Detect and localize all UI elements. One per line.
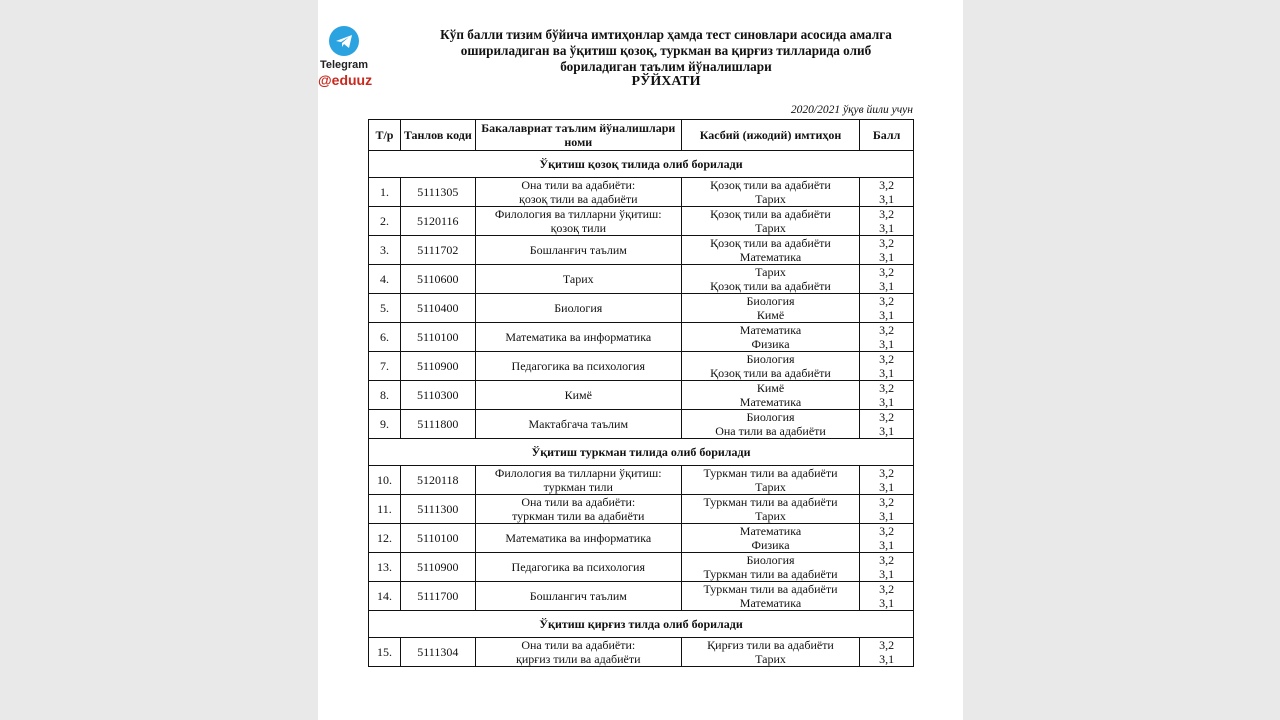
row-score xyxy=(860,381,914,410)
row-exam-line: Туркман тили ва адабиёти xyxy=(703,567,838,581)
header-code: Танлов коди xyxy=(400,120,475,151)
row-number: 14. xyxy=(369,582,401,611)
row-score-line: 3,2 xyxy=(879,524,895,538)
header-exam: Касбий (ижодий) имтиҳон xyxy=(681,120,859,151)
row-code: 5110300 xyxy=(400,381,475,410)
row-score-line: 3,1 xyxy=(879,221,895,235)
row-code: 5111304 xyxy=(400,638,475,667)
row-exam-line: Она тили ва адабиёти xyxy=(715,424,826,438)
row-number: 13. xyxy=(369,553,401,582)
row-code: 5111300 xyxy=(400,495,475,524)
row-score-line: 3,1 xyxy=(879,424,895,438)
title-line: ошириладиган ва ўқитиш қозоқ, туркман ва қирғиз тилларида олиб xyxy=(460,42,872,58)
row-exam-line: Кимё xyxy=(756,308,785,322)
table-row xyxy=(369,207,914,236)
row-score xyxy=(860,207,914,236)
row-score-line: 3,1 xyxy=(879,567,895,581)
row-number: 3. xyxy=(369,236,401,265)
row-score xyxy=(860,466,914,495)
row-name-line: Кимё xyxy=(564,388,592,402)
row-name-line: туркман тили xyxy=(543,480,613,494)
row-exam-line: Қозоқ тили ва адабиёти xyxy=(710,366,831,380)
row-name xyxy=(475,381,681,410)
row-name-line: Математика ва информатика xyxy=(505,330,652,344)
table-row xyxy=(369,582,914,611)
row-score-line: 3,1 xyxy=(879,596,895,610)
row-exam-line: Туркман тили ва адабиёти xyxy=(703,466,838,480)
row-code: 5111700 xyxy=(400,582,475,611)
row-score-line: 3,1 xyxy=(879,337,895,351)
row-name-line: Филология ва тилларни ўқитиш: xyxy=(494,207,662,221)
row-exam-line: Биология xyxy=(746,410,795,424)
row-score-line: 3,1 xyxy=(879,395,895,409)
row-score-line: 3,2 xyxy=(879,553,895,567)
row-name xyxy=(475,294,681,323)
row-exam xyxy=(681,582,859,611)
row-name-line: Она тили ва адабиёти: xyxy=(521,638,636,652)
row-code: 5110600 xyxy=(400,265,475,294)
row-code: 5111702 xyxy=(400,236,475,265)
year-note: 2020/2021 ўқув йили учун xyxy=(790,104,913,116)
row-score-line: 3,1 xyxy=(879,279,895,293)
table-row xyxy=(369,236,914,265)
row-score-line: 3,2 xyxy=(879,381,895,395)
row-exam-line: Математика xyxy=(739,395,802,409)
row-score-line: 3,1 xyxy=(879,308,895,322)
table-row xyxy=(369,495,914,524)
row-exam xyxy=(681,236,859,265)
row-exam-line: Қирғиз тили ва адабиёти xyxy=(707,638,834,652)
row-name xyxy=(475,265,681,294)
row-exam-line: Математика xyxy=(739,596,802,610)
directions-table xyxy=(368,119,914,667)
brand-name: Telegram xyxy=(319,59,369,71)
telegram-logo[interactable] xyxy=(318,26,373,89)
row-exam xyxy=(681,553,859,582)
row-number: 8. xyxy=(369,381,401,410)
row-exam-line: Қозоқ тили ва адабиёти xyxy=(710,178,831,192)
row-name-line: Мактабгача таълим xyxy=(528,417,629,431)
row-score xyxy=(860,265,914,294)
row-exam xyxy=(681,178,859,207)
row-number: 11. xyxy=(369,495,401,524)
section-row xyxy=(369,439,914,466)
row-name-line: қозоқ тили xyxy=(550,221,606,235)
row-score xyxy=(860,294,914,323)
row-score-line: 3,2 xyxy=(879,352,895,366)
row-code: 5111305 xyxy=(400,178,475,207)
table-row xyxy=(369,265,914,294)
row-exam-line: Тарих xyxy=(755,221,786,235)
row-name xyxy=(475,524,681,553)
row-name-line: қирғиз тили ва адабиёти xyxy=(516,652,641,666)
row-exam-line: Биология xyxy=(746,352,795,366)
row-score-line: 3,2 xyxy=(879,323,895,337)
row-code: 5120116 xyxy=(400,207,475,236)
row-exam-line: Тарих xyxy=(755,652,786,666)
section-title: Ўқитиш туркман тилида олиб борилади xyxy=(369,439,914,466)
row-exam-line: Туркман тили ва адабиёти xyxy=(703,495,838,509)
row-score-line: 3,2 xyxy=(879,178,895,192)
table-row xyxy=(369,294,914,323)
row-name xyxy=(475,178,681,207)
row-number: 5. xyxy=(369,294,401,323)
row-code: 5110100 xyxy=(400,323,475,352)
row-name xyxy=(475,638,681,667)
row-number: 10. xyxy=(369,466,401,495)
row-name xyxy=(475,352,681,381)
row-name-line: Она тили ва адабиёти: xyxy=(521,495,636,509)
row-exam xyxy=(681,381,859,410)
row-score xyxy=(860,582,914,611)
row-number: 12. xyxy=(369,524,401,553)
row-number: 1. xyxy=(369,178,401,207)
row-name-line: Бошлангич таълим xyxy=(529,589,627,603)
row-exam-line: Математика xyxy=(739,323,802,337)
row-score xyxy=(860,178,914,207)
row-number: 7. xyxy=(369,352,401,381)
row-name-line: Она тили ва адабиёти: xyxy=(521,178,636,192)
title-line: бориладиган таълим йўналишлари xyxy=(560,58,772,74)
row-code: 5111800 xyxy=(400,410,475,439)
header-score: Балл xyxy=(860,120,914,151)
row-score-line: 3,1 xyxy=(879,192,895,206)
row-score xyxy=(860,638,914,667)
row-name-line: Бошланғич таълим xyxy=(529,243,627,257)
row-name-line: Биология xyxy=(554,301,603,315)
row-exam-line: Математика xyxy=(739,250,802,264)
row-score-line: 3,2 xyxy=(879,582,895,596)
row-score-line: 3,2 xyxy=(879,495,895,509)
row-exam xyxy=(681,466,859,495)
section-title: Ўқитиш қирғиз тилда олиб борилади xyxy=(369,611,914,638)
row-name-line: туркман тили ва адабиёти xyxy=(512,509,645,523)
row-exam-line: Математика xyxy=(739,524,802,538)
section-row xyxy=(369,151,914,178)
row-code: 5110900 xyxy=(400,352,475,381)
row-name-line: Филология ва тилларни ўқитиш: xyxy=(494,466,662,480)
row-score xyxy=(860,236,914,265)
table-row xyxy=(369,638,914,667)
brand-handle[interactable]: @eduuz xyxy=(318,72,373,88)
row-score xyxy=(860,323,914,352)
row-code: 5120118 xyxy=(400,466,475,495)
row-number: 15. xyxy=(369,638,401,667)
row-score-line: 3,2 xyxy=(879,265,895,279)
row-exam xyxy=(681,294,859,323)
row-code: 5110100 xyxy=(400,524,475,553)
table-row xyxy=(369,352,914,381)
table-header-row xyxy=(369,120,914,151)
telegram-icon xyxy=(329,26,359,56)
row-name xyxy=(475,466,681,495)
row-exam-line: Тарих xyxy=(755,192,786,206)
row-exam-line: Тарих xyxy=(755,509,786,523)
table-row xyxy=(369,323,914,352)
row-exam xyxy=(681,410,859,439)
table-row xyxy=(369,466,914,495)
row-exam-line: Тарих xyxy=(755,480,786,494)
row-name-line: Педагогика ва психология xyxy=(511,560,645,574)
row-name xyxy=(475,236,681,265)
header-number: Т/р xyxy=(369,120,401,151)
row-score-line: 3,1 xyxy=(879,480,895,494)
row-exam xyxy=(681,207,859,236)
row-exam-line: Физика xyxy=(751,337,790,351)
row-name-line: Математика ва информатика xyxy=(505,531,652,545)
row-exam-line: Қозоқ тили ва адабиёти xyxy=(710,207,831,221)
row-exam xyxy=(681,524,859,553)
section-title: Ўқитиш қозоқ тилида олиб борилади xyxy=(369,151,914,178)
row-score-line: 3,1 xyxy=(879,509,895,523)
row-score-line: 3,2 xyxy=(879,294,895,308)
table-body xyxy=(369,151,914,667)
row-name-line: Педагогика ва психология xyxy=(511,359,645,373)
row-number: 2. xyxy=(369,207,401,236)
document-page xyxy=(318,0,963,720)
row-name xyxy=(475,582,681,611)
row-name xyxy=(475,410,681,439)
section-row xyxy=(369,611,914,638)
row-name-line: қозоқ тили ва адабиёти xyxy=(519,192,638,206)
row-score-line: 3,2 xyxy=(879,207,895,221)
row-score xyxy=(860,495,914,524)
row-exam-line: Тарих xyxy=(755,265,786,279)
row-name-line: Тарих xyxy=(562,272,594,286)
row-name xyxy=(475,207,681,236)
table-row xyxy=(369,553,914,582)
row-exam-line: Физика xyxy=(751,538,790,552)
row-exam-line: Биология xyxy=(746,294,795,308)
table-row xyxy=(369,178,914,207)
row-score-line: 3,2 xyxy=(879,638,895,652)
row-score-line: 3,1 xyxy=(879,366,895,380)
row-code: 5110400 xyxy=(400,294,475,323)
row-score-line: 3,2 xyxy=(879,410,895,424)
row-number: 6. xyxy=(369,323,401,352)
table-row xyxy=(369,524,914,553)
row-number: 4. xyxy=(369,265,401,294)
row-exam-line: Қозоқ тили ва адабиёти xyxy=(710,236,831,250)
row-exam-line: Кимё xyxy=(756,381,785,395)
row-number: 9. xyxy=(369,410,401,439)
row-score-line: 3,1 xyxy=(879,652,895,666)
title-main: РЎЙХАТИ xyxy=(631,74,701,90)
row-name xyxy=(475,553,681,582)
row-score xyxy=(860,524,914,553)
row-score xyxy=(860,410,914,439)
title-line: Кўп балли тизим бўйича имтиҳонлар ҳамда тест синовлари асосида амалга xyxy=(440,27,892,42)
row-exam xyxy=(681,265,859,294)
row-name xyxy=(475,323,681,352)
row-score-line: 3,2 xyxy=(879,236,895,250)
row-score-line: 3,1 xyxy=(879,250,895,264)
row-exam xyxy=(681,495,859,524)
row-exam xyxy=(681,352,859,381)
row-score-line: 3,1 xyxy=(879,538,895,552)
table-row xyxy=(369,410,914,439)
row-score xyxy=(860,352,914,381)
row-exam-line: Қозоқ тили ва адабиёти xyxy=(710,279,831,293)
document-title xyxy=(406,27,926,90)
row-exam xyxy=(681,323,859,352)
row-exam-line: Туркман тили ва адабиёти xyxy=(703,582,838,596)
header-direction: Бакалавриат таълим йўналишлари номи xyxy=(475,120,681,151)
row-code: 5110900 xyxy=(400,553,475,582)
row-exam xyxy=(681,638,859,667)
table-row xyxy=(369,381,914,410)
row-score-line: 3,2 xyxy=(879,466,895,480)
row-score xyxy=(860,553,914,582)
row-name xyxy=(475,495,681,524)
row-exam-line: Биология xyxy=(746,553,795,567)
